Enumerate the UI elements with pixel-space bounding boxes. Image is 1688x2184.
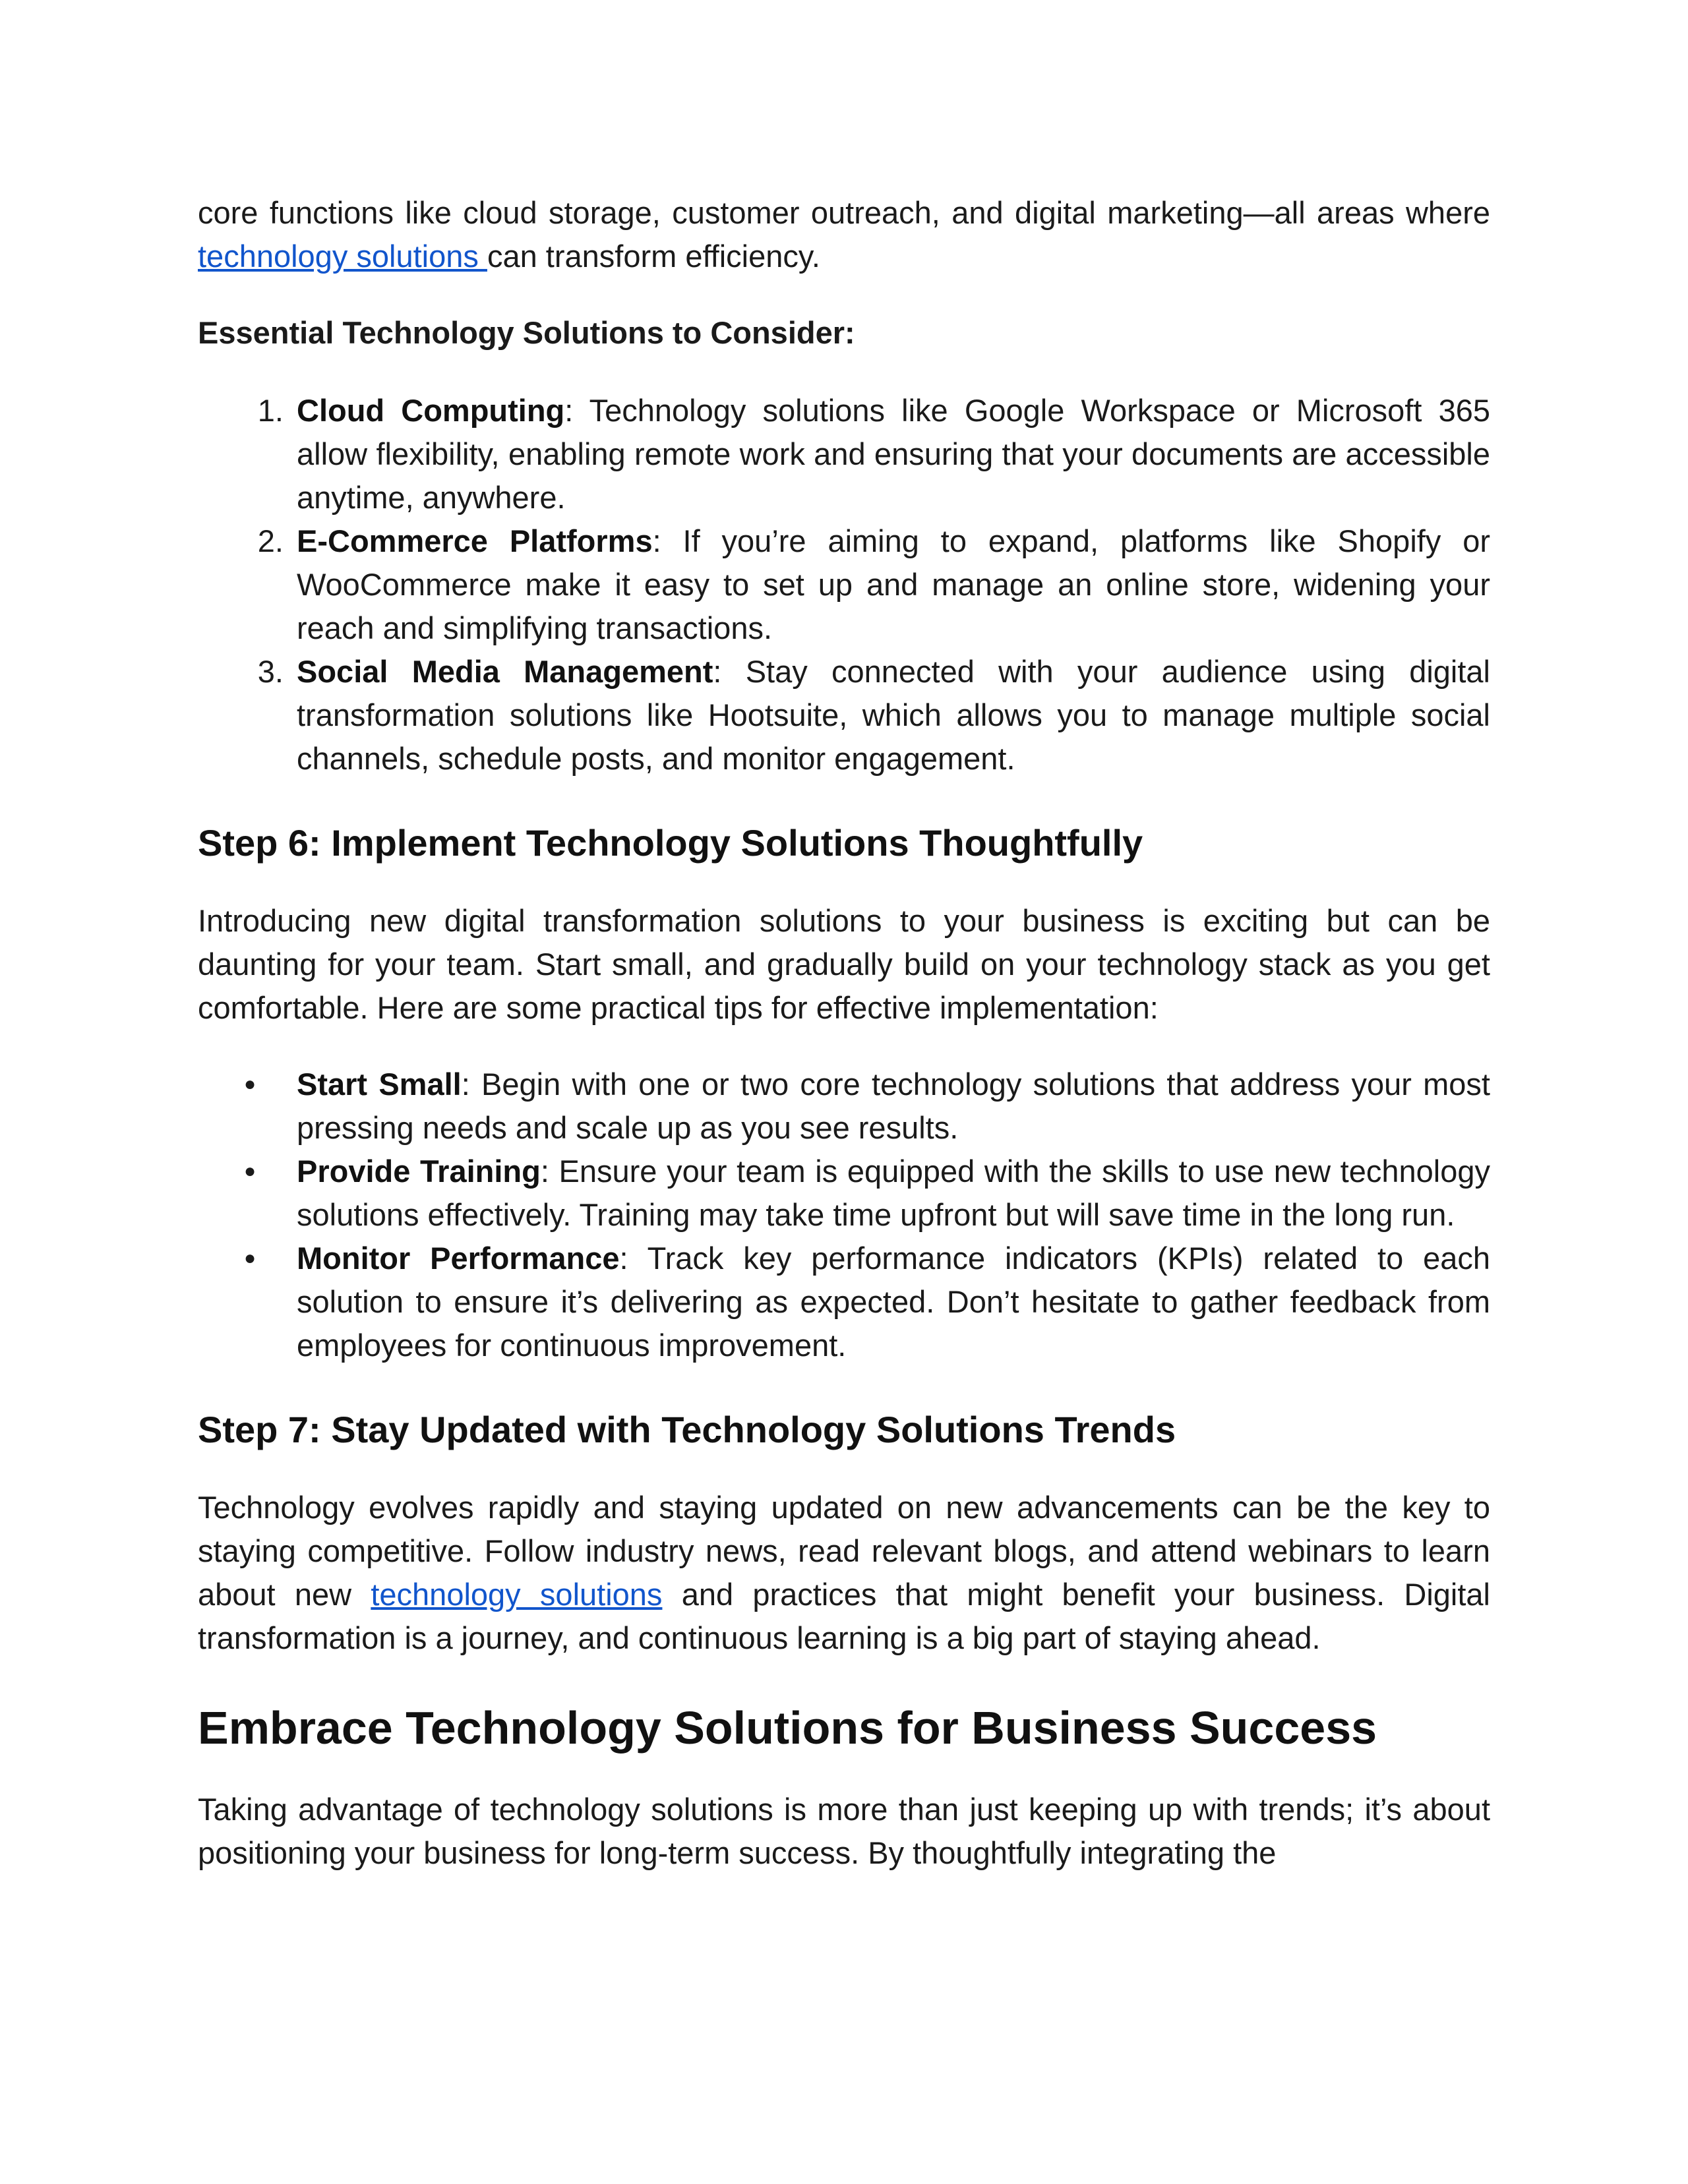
conclusion-paragraph: Taking advantage of technology solutions is more than just keeping up with trends; it’s about positioning your business for long-term success. By thoughtfully integrating the xyxy=(198,1792,1490,1870)
list-item-title: E-Commerce Platforms xyxy=(297,523,653,558)
list-number: 1. xyxy=(257,393,284,428)
list-item-title: Monitor Performance xyxy=(297,1241,620,1276)
technology-solutions-link[interactable]: technology solutions xyxy=(198,239,487,274)
bullet-icon: ● xyxy=(244,1160,256,1182)
conclusion-heading: Embrace Technology Solutions for Business Success xyxy=(198,1702,1377,1754)
list-item xyxy=(244,1063,1490,1150)
technology-solutions-link[interactable]: technology solutions xyxy=(371,1577,663,1612)
step7-text-before-link: Technology evolves rapidly and staying updated on new advancements can be the key to staying competitive. Follow industry news, read relevant blogs, and attend webinars to learn about new xyxy=(198,1490,1490,1612)
step7-paragraph xyxy=(198,1486,1490,1660)
step6-paragraph: Introducing new digital transformation solutions to your business is exciting but can be daunting for your team. Start small, and gradually build on your technology stack as you get comfortable. Here are some practical tips for effective implementation: xyxy=(198,903,1490,1025)
list-item-title: Provide Training xyxy=(297,1154,541,1189)
list-item-text: : Stay connected with your audience using digital transformation solutions like Hootsuite, which allows you to manage multiple social channels, schedule posts, and monitor engagement. xyxy=(297,654,1490,776)
list-item-text: : Track key performance indicators (KPIs) related to each solution to ensure it’s delivering as expected. Don’t hesitate to gather feedback from employees for continuous improvement. xyxy=(297,1241,1491,1363)
essential-heading: Essential Technology Solutions to Consider: xyxy=(198,315,855,350)
list-item xyxy=(244,1237,1491,1367)
list-item-text: : Technology solutions like Google Workspace or Microsoft 365 allow flexibility, enabling remote work and ensuring that your documents are accessible anytime, anywhere. xyxy=(297,393,1490,515)
list-item xyxy=(244,1150,1490,1237)
list-item-text: : If you’re aiming to expand, platforms like Shopify or WooCommerce make it easy to set up and manage an online store, widening your reach and simplifying transactions. xyxy=(297,523,1490,645)
list-item-text: : Begin with one or two core technology solutions that address your most pressing needs and scale up as you see results. xyxy=(297,1067,1490,1145)
list-number: 3. xyxy=(257,654,284,689)
step7-heading: Step 7: Stay Updated with Technology Solutions Trends xyxy=(198,1409,1176,1450)
essential-list xyxy=(198,389,1490,781)
list-item xyxy=(257,650,1490,781)
list-item-title: Start Small xyxy=(297,1067,462,1102)
document-page xyxy=(198,191,1490,1875)
list-number: 2. xyxy=(257,523,284,558)
bullet-icon: ● xyxy=(244,1073,256,1095)
list-item-text: : Ensure your team is equipped with the skills to use new technology solutions effectively. Training may take time upfront but will save time in the long run. xyxy=(297,1154,1490,1232)
step7-text-after-link: and practices that might benefit your business. Digital transformation is a journey, and continuous learning is a big part of staying ahead. xyxy=(198,1577,1490,1655)
intro-paragraph xyxy=(198,191,1490,278)
list-item-title: Cloud Computing xyxy=(297,393,565,428)
step6-bullet-list xyxy=(198,1063,1490,1367)
list-item xyxy=(257,519,1490,650)
intro-text-after-link: can transform efficiency. xyxy=(487,239,820,274)
intro-text-before-link: core functions like cloud storage, customer outreach, and digital marketing—all areas where xyxy=(198,195,1490,230)
bullet-icon: ● xyxy=(244,1247,256,1269)
list-item xyxy=(257,389,1490,519)
step6-heading: Step 6: Implement Technology Solutions Thoughtfully xyxy=(198,822,1143,864)
list-item-title: Social Media Management xyxy=(297,654,713,689)
